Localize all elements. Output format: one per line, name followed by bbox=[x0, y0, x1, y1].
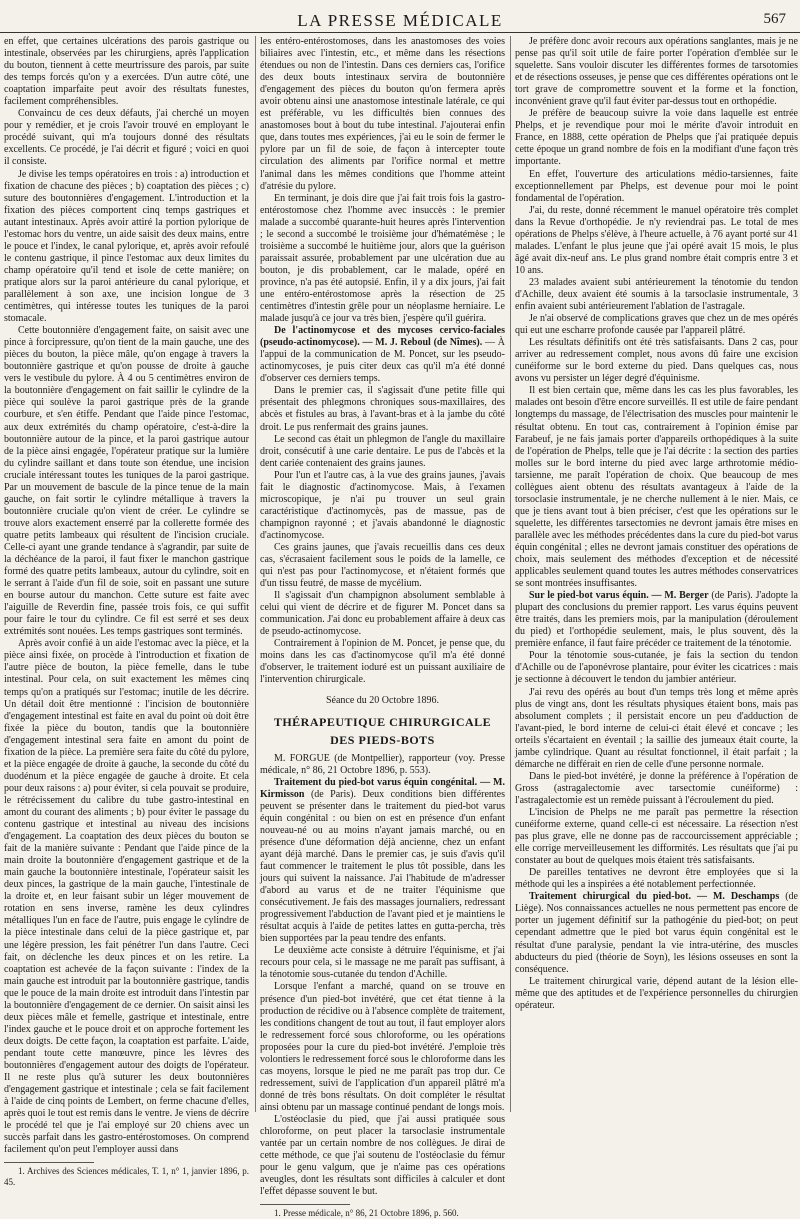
paragraph: Le deuxième acte consiste à détruire l'équinisme, et j'ai recours pour cela, si le massage ne me paraît pas suffisant, à la ténotomie sous-cutanée du tendon d'Achille. bbox=[260, 945, 505, 981]
column-divider bbox=[255, 36, 256, 1112]
paragraph: Il s'agissait d'un champignon absolument semblable à celui qui vient de décrire et de figurer M. Poncet dans sa communication. J'ai donc eu probablement affaire à deux cas de pseudo-actinomycose. bbox=[260, 590, 505, 638]
paragraph: Je divise les temps opératoires en trois : a) introduction et fixation de chacune des pièces ; b) coaptation des pièces ; c) suture des boutonnières d'engagement. L'introduction et la fixation des pièces comportent cinq temps gastriques et autant intestinaux. Après avoir attiré la portion pylorique de l'estomac hors du ventre, un aide saisit des deux mains, entre le pouce et l'index, le canal pylorique, et, après avoir refoulé le contenu gastrique, il pince l'estomac aux deux limites du champ opératoire qu'il tend et isole de cette manière; on pratique alors sur la paroi antérieure du canal pylorique, et parallèlement à son axe, une incision longue de 3 centimètres, qui intéresse toutes les tuniques de la paroi stomacale. bbox=[4, 168, 249, 325]
paragraph bbox=[515, 590, 798, 650]
paragraph: Je préfère donc avoir recours aux opérations sanglantes, mais je ne pense pas qu'il soit utile de faire porter l'opération d'emblée sur le squelette. Sans vouloir discuter les différentes formes de tarsotomies et de résections osseuses, je pense que ces différentes opérations ont le tort grave de compromettre souvent et la forme et la fonction, inconvénient grave qu'il faut éviter par-dessus tout en orthopédie. bbox=[515, 36, 798, 108]
paragraph: J'ai, du reste, donné récemment le manuel opératoire très complet dans la Revue d'orthopédie. Je n'y reviendrai pas. Le total de mes opérations de Phelps s'élève, à l'heure actuelle, à 76 ayant porté sur 41 malades. L'enfant le plus jeune que j'ai opéré avait 15 mois, le plus âgé avait dix-neuf ans. Le plus grand nombre était compris entre 3 et 10 ans. bbox=[515, 204, 798, 276]
article-text: (de Liège). Nos connaissances actuelles ne nous permettent pas encore de porter un jugement définitif sur la pathogénie du pied-bot; on peut cependant admettre que le pied bot varus équin congénital est le résultat d'une paralysie, pendant la vie intra-utérine, des muscles abducteurs du pied (théorie de Soyn), les lésions osseuses en sont la conséquence. bbox=[515, 891, 798, 975]
journal-title: LA PRESSE MÉDICALE bbox=[297, 11, 503, 30]
footnote: 1. Presse médicale, n° 86, 21 Octobre 1896, p. 560. bbox=[274, 1208, 459, 1219]
column-left bbox=[4, 36, 249, 1188]
paragraph: Convaincu de ces deux défauts, j'ai cherché un moyen pour y remédier, et je crois l'avoir trouvé en employant le procédé suivant, qui m'a toujours donné des résultats excellents. Ce procédé, je l'ai décrit et figuré ; voici en quoi il consiste. bbox=[4, 108, 249, 168]
article-title: Traitement du pied-bot varus équin congénital. — M. Kirmisson bbox=[260, 776, 505, 800]
paragraph: Lorsque l'enfant a marché, quand on se trouve en présence d'un pied-bot invétéré, que cet état tienne à la production de récidive ou à l'absence complète de traitement, les conditions changent de tout au tout, il faut employer alors le redressement forcé sous chloroforme, ou les opérations proposées pour la cure du pied-bot invétéré. J'emploie très volontiers le redressement forcé sous le chloroforme dans les cas moyens, lorsque le pied ne me paraît pas trop dur. Ce redressement, suivi de l'application d'un appareil plâtré m'a donné de très bons résultats. On doit compléter le résultat ainsi obtenu par un massage continué pendant de longs mois. bbox=[260, 981, 505, 1113]
paragraph: Après avoir confié à un aide l'estomac avec la pièce, et la pièce ainsi fixée, on procède à l'introduction et fixation de l'autre pièce de bouton, la pièce femelle, dans le tube intestinal. Pour cela, on suit exactement les mêmes cinq temps qu'on a pratiqués sur l'estomac; inutile de les décrire. Un détail doit être mentionné : l'incision de boutonnière d'engagement intestinal est faite en aval du point où doit être fixée la pièce du bouton, tandis que la boutonnière d'engagement intestinal sera faite en amont du point de fixation de la pièce. La première sera faite du côté du pylore, et la pièce engagée de droite à gauche, la seconde du côté du duodénum et la pièce engagée de gauche à droite. Et cela pour deux raisons : a) pour éviter, si cela pouvait se produire, le rétrécissement du calibre du tube gastro-intestinal en amont du courant des aliments ; b) pour éviter le passage du contenu gastrique et intestinal au niveau des incisions d'engagement. La coaptation des deux pièces du bouton se fait de la manière suivante : Pendant que l'aide pince de la main droite la boutonnière d'engagement gastrique et de la main gauche la boutonnière intestinale, l'opérateur saisit les deux pinces, la gastrique de la main gauche, l'intestinale de la droite et, en leur faisant subir un léger mouvement de rotation en sens inverse, ramène les deux cylindres métalliques l'un en face de l'autre, puis engage le cylindre de la pièce intestinale dans celui de la pièce gastrique et, par une légère pression, les fait pénétrer l'un dans l'autre. Ceci fait, on déclenche les deux pinces et on les retire. La coaptation est achevée de la façon suivante : l'index de la main gauche est introduit par la boutonnière gastrique, tandis que le pouce de la main droite est introduit dans l'intestin par la boutonnière d'engagement de ce dernier. On saisit ainsi les deux pièces mâle et femelle, gastrique et intestinale, entre l'index gauche et le pouce droit et on approche fortement les deux doigts. De cette façon, la coaptation est parfaite. L'aide, pendant toute cette manœuvre, pince les lèvres des boutonnières d'engagement autour des doigts de l'opérateur. Il ne reste plus qu'à suturer les deux boutonnières d'engagement gastrique et intestinale ; cela se fait facilement à l'aide de cinq points de Lembert, on ferme chacune d'elles, après quoi le tout est remis dans le ventre. Je viens de décrire le procédé tel que je l'ai employé sur 20 chiens avec un succès parfait dans les gastro-entérostomoses. On comprend facilement qu'on peut l'employer aussi dans bbox=[4, 638, 249, 1156]
section-title-line2: DES PIEDS-BOTS bbox=[330, 732, 435, 747]
page-header bbox=[0, 0, 800, 34]
paragraph: En terminant, je dois dire que j'ai fait trois fois la gastro-entérostomose chez l'homme avec insuccès : le premier malade a succombé quarante-huit heures après l'intervention ; le second a succombé le troisième jour d'hématémèse ; le troisième a succombé le huitième jour, alors que la guérison paraissait assurée, probablement par une ulcération due au bouton, je dis probablement, car le malade, opéré en province, n'a pas été autopsié. Enfin, il y a dix jours, j'ai fait une entéro-entérostomose après la résection de 25 centimètres d'intestin grêle pour un néoplasme herniaire. Le malade jusqu'à ce jour va très bien, j'espère qu'il guérira. bbox=[260, 192, 505, 325]
paragraph: Pour l'un et l'autre cas, à la vue des grains jaunes, j'avais fait le diagnostic d'actinomycose. Mais, à l'examen microscopique, je n'ai pu trouver un seul grain caractéristique d'actinomycès, pas de massue, pas de champignon rayonné ; et j'avais abandonné le diagnostic d'actinomycose. bbox=[260, 469, 505, 541]
article-title: Sur le pied-bot varus équin. — M. Berger bbox=[529, 590, 709, 602]
paragraph bbox=[260, 325, 505, 385]
paragraph: en effet, que certaines ulcérations des parois gastrique ou intestinale, observées par les chirurgiens, après l'application du bouton, tiennent à cette meurtrissure des parois, par suite des temps forcés qu'on y a exercées. D'un autre côté, une coaptation imparfaite peut avoir des résultats funestes, facilement compréhensibles. bbox=[4, 36, 249, 108]
paragraph: M. FORGUE (de Montpellier), rapporteur (voy. Presse médicale, n° 86, 21 Octobre 1896, p. 553). bbox=[260, 752, 505, 776]
footnote-rule bbox=[260, 1204, 350, 1205]
paragraph: Il est bien certain que, même dans les cas les plus favorables, les malades ont besoin d'être encore surveillés. Il est utile de faire pendant longtemps du massage, de l'électrisation des muscles pour maintenir le résultat obtenu. En tout cas, contrairement à l'opinion émise par Farabeuf, je ne fais jamais porter d'appareils orthopédiques à la suite de l'opération de Phelps, telle que je l'ai décrite : la section des parties molles sur le bord interne du pied avec large arthrotomie médio-tarsienne, me paraît l'opération de choix. Que beaucoup de mes collègues aient obtenu des résultats avantageux à l'aide de la torsoclasie instrumentale, je ne cherche nullement à le nier. Mais, ce que je tiens avant tout à bien préciser, c'est que les opérations sur le squelette, les différentes tarsectomies ne devront jamais être mises en parallèle avec les méthodes précédentes dans la cure du pied-bot varus équin congénital ; elles ne devront jamais constituer des opérations de choix, mais seulement des méthodes d'exception et de nécessité applicables seulement quand toutes les autres méthodes conservatrices se sont montrées insuffisantes. bbox=[515, 385, 798, 590]
footnote: 1. Archives des Sciences médicales, T. 1, n° 1, janvier 1896, p. 45. bbox=[4, 1166, 249, 1188]
paragraph bbox=[515, 891, 798, 975]
article-title: Traitement chirurgical du pied-bot. — M. Deschamps bbox=[529, 891, 780, 903]
paragraph: Ces grains jaunes, que j'avais recueillis dans ces deux cas, s'écrasaient facilement sous le poids de la lamelle, ce qui n'est pas pour l'actinomycose, et n'étaient formés que d'un tissu feutré, de masse de mycélium. bbox=[260, 541, 505, 590]
paragraph: De pareilles tentatives ne devront être employées que si la méthode qui les a inspirées a été notablement perfectionnée. bbox=[515, 867, 798, 891]
session-date: Séance du 20 Octobre 1896. bbox=[325, 694, 440, 706]
header-rule bbox=[0, 32, 800, 33]
footnote-rule bbox=[4, 1162, 94, 1163]
paragraph bbox=[260, 777, 505, 946]
column-divider bbox=[510, 36, 511, 1112]
column-middle bbox=[260, 36, 506, 1219]
paragraph: En effet, l'ouverture des articulations médio-tarsiennes, faite exceptionnellement par Phelps, est devenue pour moi le point fondamental de l'opération. bbox=[515, 168, 798, 204]
paragraph: Cette boutonnière d'engagement faite, on saisit avec une pince à forcipressure, qu'on tient de la main gauche, une des pièces du bouton, la pièce mâle, qu'on engage à travers la boutonnière gastrique et qu'on pousse de droite à gauche vers le vestibule du pylore. À 4 ou 5 centimètres environ de la boutonnière d'engagement on fait saillir le cylindre de la pièce qui soulève la paroi gastrique près de la grande courbure, et s'en étiffe. Pendant que l'aide pince l'estomac, aux deux extrémités du champ opératoire, c'est-à-dire la boutonnière autour de la pince, et la paroi gastrique autour de la pièce ainsi engagée, l'opérateur pratique sur la lumière du cylindre saillant et dans toute son étendue, une incision cruciale intéressant toutes les tuniques de la paroi gastrique. Par un mouvement de bascule de la pince tenue de la main gauche, on fait sortir le cylindre métallique à travers la boutonnière cruciale qu'on vient de créer. Le cylindre se trouve alors exactement enserré par la collerette formée des quatre petits lambeaux qui résultent de l'incision cruciale. Celle-ci ayant une grande tendance à s'agrandir, par suite de la déchéance de la paroi, il faut fixer le manchon gastrique formé des quatre petits lambeaux, autour du cylindre, soit en le serrant à l'aide d'un fil de soie, soit en passant une suture en bourse autour du manchon. Cette suture est faite avec l'aiguille de Reverdin fine, passée trois fois, ce qui suffit pour faire le tour du cylindre. Ce fil est serré et ses deux extrémités sont nouées. Les temps gastriques sont terminés. bbox=[4, 325, 249, 638]
article-title: De l'actinomycose et des mycoses cervico-faciales (pseudo-actinomycose). — M. J. Reboul (de Nîmes). bbox=[260, 325, 505, 349]
paragraph: L'ostéoclasie du pied, que j'ai aussi pratiquée sous chloroforme, on peut placer la tarsoclasie instrumentale vantée par un certain nombre de nos collègues. Je dirai de cette méthode, ce que j'ai soutenu de l'ostéoclasie du fémur pour le genu valgum, que je n'aime pas ces opérations aveugles, dont les résultats sont difficiles à calculer et dont l'effet dépasse souvent le but. bbox=[260, 1113, 505, 1198]
paragraph: Les résultats définitifs ont été très satisfaisants. Dans 2 cas, pour arriver au redressement complet, nous avons dû faire une excision cunéiforme sur le bord externe du pied. Dans quelques cas, nous avons vu persister un léger degré d'équinisme. bbox=[515, 337, 798, 385]
article-text: (de Paris). Deux conditions bien différentes peuvent se présenter dans le traitement du pied-bot varus équin congénital : ou bien on est en présence d'un enfant nouveau-né ou au moins n'ayant jamais marché, ou en présence d'une déformation déjà ancienne, chez un enfant ayant déjà marché. Dans le premier cas, je suis d'avis qu'il faut commencer le traitement le plus tôt possible, dans les jours qui suivent la naissance. J'ai l'habitude de m'adresser d'abord au varus et de ne traiter l'équinisme que consécutivement. Je fais des massages journaliers, redressant progressivement l'abduction de l'avant pied et je maintiens le résultat acquis à l'aide de petites lattes en gutta-percha, très bien supportées par la peau tendre des enfants. bbox=[260, 788, 506, 945]
section-title-line1: THÉRAPEUTIQUE CHIRURGICALE bbox=[273, 714, 492, 729]
article-text: (de Paris). J'adopte la plupart des conclusions du premier rapport. Les varus équins peuvent être traités, dans les premiers mois, par la manipulation (déroulement du pied) et l'orthopédie seulement, mais, le plus souvent, dès la première enfance, il faut faire précéder ce traitement de la ténotomie. bbox=[515, 590, 798, 650]
paragraph: Le traitement chirurgical varie, dépend autant de la lésion elle-même que des aptitudes et de l'expérience personnelles du chirurgien opérateur. bbox=[515, 975, 798, 1011]
paragraph: Contrairement à l'opinion de M. Poncet, je pense que, du moins dans les cas d'actinomycose qu'il m'a été donné d'observer, le traitement ioduré est un puissant auxiliaire de l'intervention chirurgicale. bbox=[260, 638, 505, 686]
paragraph: Dans le premier cas, il s'agissait d'une petite fille qui présentait des phlegmons chroniques sous-maxillaires, des abcès et fistules au bras, à l'avant-bras et à la jambe du côté droit. Le pus renfermait des grains jaunes. bbox=[260, 385, 505, 433]
paragraph: L'incision de Phelps ne me paraît pas permettre la résection cunéiforme externe, quand celle-ci est nécessaire. La résection n'est pas plus grave, elle ne donne pas de raccourcissement appréciable ; elle corrige merveilleusement les difformités. Les résultats que j'ai pu constater au bout de quelques mois étaient très satisfaisants. bbox=[515, 807, 798, 867]
paragraph: Je n'ai observé de complications graves que chez un de mes opérés qui eut une escharre profonde causée par l'appareil plâtré. bbox=[515, 313, 798, 337]
page-number: 567 bbox=[763, 11, 786, 27]
paragraph: J'ai revu des opérés au bout d'un temps très long et même après plus de vingt ans, dont les résultats physiques étaient bons, mais pas absolument complets ; il persistait encore un peu d'adduction de l'avant-pied, le bord interne de celui-ci était élevé et concave ; les orteils s'écartaient en éventail ; la saillie des jumeaux était courte, la jambe cylindrique. Quant au résultat fonctionnel, il était parfait ; la démarche ne différait en rien de celle d'une personne normale. bbox=[515, 686, 798, 770]
column-right bbox=[515, 36, 798, 1112]
paragraph: Le second cas était un phlegmon de l'angle du maxillaire droit, consécutif à une carie dentaire. Le pus de l'abcès et la dent cariée contenaient des grains jaunes. bbox=[260, 433, 505, 469]
paragraph: Pour la ténotomie sous-cutanée, je fais la section du tendon d'Achille ou de l'aponévrose plantaire, pour éviter les cicatrices : mais je sectionne à découvert le tendon du jambier antérieur. bbox=[515, 650, 798, 686]
paragraph: 23 malades avaient subi antérieurement la ténotomie du tendon d'Achille, deux avaient été soumis à la tarsoclasie instrumentale, 3 enfin avaient subi antérieurement l'ablation de l'astragale. bbox=[515, 276, 798, 313]
paragraph: les entéro-entérostomoses, dans les anastomoses des voies biliaires avec l'intestin, etc., et même dans les résections étendues ou non de l'intestin. Dans ces derniers cas, l'orifice des deux bouts intestinaux servira de boutonnière d'engagement des pièces du bouton qu'on fermera après avoir obtenu ainsi une anastomose intestinale latérale, ce qui est préférable, vu les difficultés bien connues des anastomoses bout à bout du tube intestinal. J'ajouterai enfin que, dans toutes mes expériences, j'ai eu le soin de fermer le pylore par un fil de soie, de façon à intercepter toute circulation des aliments par l'orifice normal et mettre l'animal dans les mêmes conditions que l'homme atteint d'atrésie du pylore. bbox=[260, 36, 505, 192]
article-text: — À l'appui de la communication de M. Poncet, sur les pseudo-actinomycoses, je puis citer deux cas qu'il m'a été donné d'observer ces derniers temps. bbox=[260, 337, 505, 385]
paragraph: Dans le pied-bot invétéré, je donne la préférence à l'opération de Gross (astragalectomie avec tarsectomie cunéiforme) : l'astragalectomie est un remède puissant à l'écroulement du pied. bbox=[515, 770, 798, 806]
paragraph: Je préfère de beaucoup suivre la voie dans laquelle est entrée Phelps, et je revendique pour moi le mérite d'avoir introduit en France, en 1888, cette opération de Phelps que j'ai pratiquée depuis cette époque un grand nombre de fois en la modifiant d'une façon très importante. bbox=[515, 108, 798, 168]
